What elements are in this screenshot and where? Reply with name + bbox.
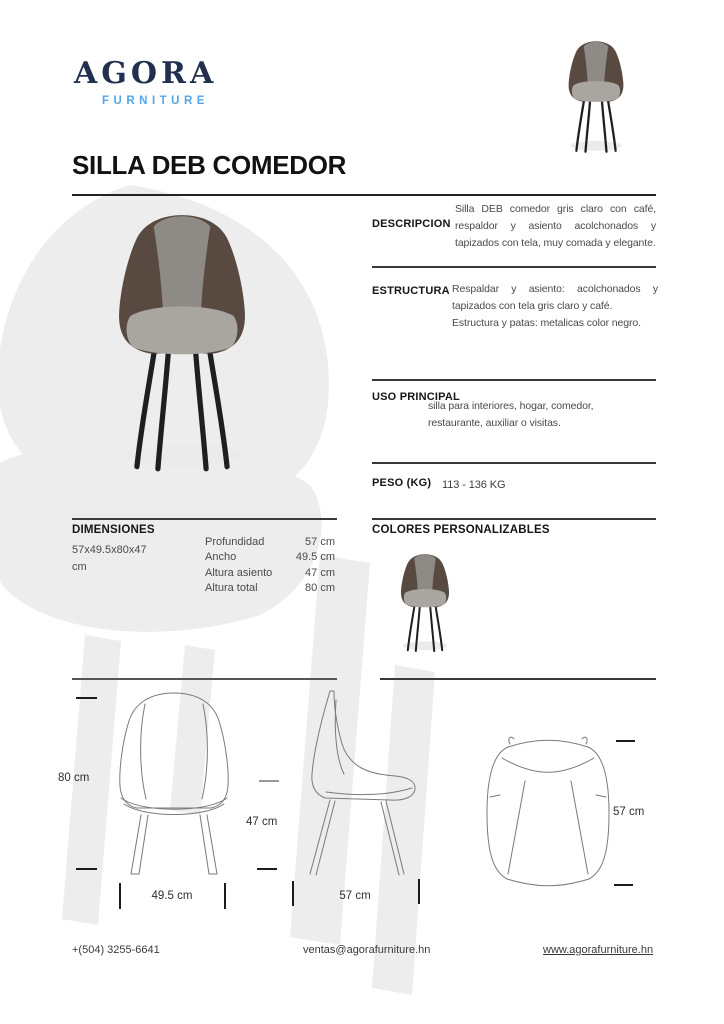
section-divider [372,462,656,464]
spec-text-estructura-line2: Estructura y patas: metalicas color negro. [452,316,641,329]
dimensions-table [205,536,335,595]
dimension-row [205,536,335,549]
section-divider [372,518,656,520]
seat-height-dimension-label: 47 cm [246,816,278,828]
section-divider [72,678,337,680]
dimension-value: 49.5 cm [295,551,335,564]
section-divider [372,379,656,381]
dimension-tick [257,868,277,870]
color-variant-photo [393,553,457,653]
dimension-label: Ancho [205,551,237,564]
dimension-label: Altura total [205,582,258,595]
spec-label-peso: PESO (KG) [372,477,432,489]
product-photo-small [550,40,642,154]
dimension-tick [614,884,633,886]
top-view-drawing [483,735,613,890]
footer-phone: +(504) 3255-6641 [72,944,160,956]
brand-name: AGORA [74,56,218,91]
dimension-tick [76,868,97,870]
spec-text-estructura [452,281,658,331]
spec-text-estructura-line1: Respaldar y asiento: acolchonados y tapizados con tela gris claro y café. [452,283,658,312]
spec-value-peso: 113 - 136 KG [442,479,506,491]
dimension-tick [224,883,226,909]
footer-website-link[interactable]: www.agorafurniture.hn [543,944,654,956]
side-view-drawing [276,688,424,880]
section-divider [72,518,337,520]
dimension-row [205,567,335,580]
dimension-value: 47 cm [305,566,335,579]
spec-label-descripcion: DESCRIPCION [372,218,451,230]
dimension-label: Profundidad [205,536,265,548]
section-divider [380,678,656,680]
spec-text-descripcion: Silla DEB comedor gris claro con café, respaldor y asiento acolchonados y tapizados con tela, muy comada y elegante. [455,203,656,249]
brand-logo [74,56,217,107]
spec-text-uso-principal: silla para interiores, hogar, comedor, restaurante, auxiliar o visitas. [428,400,594,429]
dimensions-heading: DIMENSIONES [72,524,155,536]
dimensions-summary: 57x49.5x80x47 cm [72,544,147,574]
dimension-tick [119,883,121,909]
colors-heading: COLORES PERSONALIZABLES [372,524,550,536]
footer-email-link[interactable]: ventas@agorafurniture.hn [303,944,431,956]
dimension-tick [616,740,635,742]
dimension-tick [418,879,420,904]
page-title: SILLA DEB COMEDOR [72,150,347,180]
dimension-tick [259,780,279,782]
brand-tagline: FURNITURE [102,95,209,107]
side-depth-dimension-label: 57 cm [339,890,371,902]
dimension-row [205,582,335,595]
section-divider [372,266,656,268]
product-photo-main [108,212,256,474]
spec-label-uso-principal: USO PRINCIPAL [372,391,460,403]
dimension-label: Altura asiento [205,566,273,579]
dimension-row [205,551,335,564]
dimension-tick [76,697,97,699]
dimension-tick [292,881,294,906]
front-view-drawing [110,690,238,878]
dimension-value: 57 cm [305,536,335,548]
dimension-value: 80 cm [305,582,335,595]
title-divider [72,194,656,196]
front-height-dimension-label: 80 cm [58,772,90,784]
front-width-dimension-label: 49.5 cm [151,890,193,902]
top-depth-dimension-label: 57 cm [613,806,645,818]
spec-label-estructura: ESTRUCTURA [372,285,450,297]
